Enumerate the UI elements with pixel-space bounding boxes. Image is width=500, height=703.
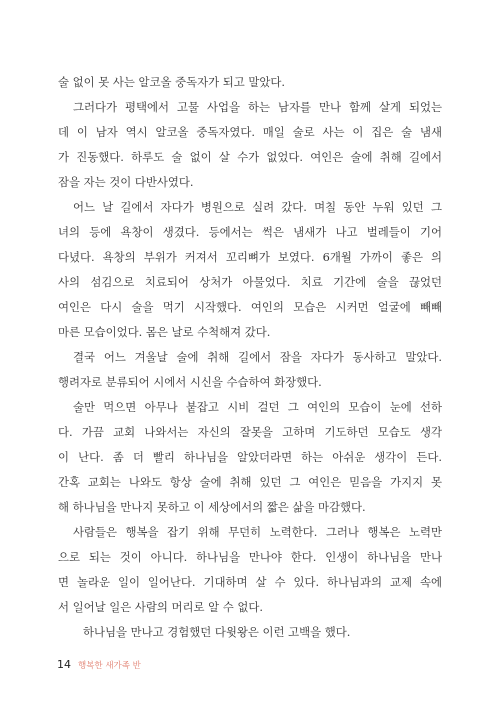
text-line: 잠을 자는 것이 다반사였다.	[58, 175, 194, 189]
text-line: 다녔다. 욕창의 부위가 커져서 꼬리뼈가 보였다. 6개월 가까이 좋은 의	[58, 250, 442, 264]
text-line: 면 놀라운 일이 일어난다. 기대하며 살 수 있다. 하나님과의 교제 속에	[58, 575, 442, 589]
text-line: 사의 섬김으로 치료되어 상처가 아물었다. 치료 기간에 술을 끊었던	[58, 275, 442, 289]
text-line: 행려자로 분류되어 시에서 시신을 수습하여 화장했다.	[58, 375, 322, 389]
text-line: 하나님을 만나고 경험했던 다윗왕은 이런 고백을 했다.	[83, 625, 351, 639]
text-line: 해 하나님을 만나지 못하고 이 세상에서의 짧은 삶을 마감했다.	[58, 500, 366, 514]
text-line: 술만 먹으면 아무나 붙잡고 시비 걸던 그 여인의 모습이 눈에 선하	[73, 400, 442, 414]
text-line: 으로 되는 것이 아니다. 하나님을 만나야 한다. 인생이 하나님을 만나	[58, 550, 442, 564]
text-line: 여인은 다시 술을 먹기 시작했다. 여인의 모습은 시커먼 얼굴에 빼빼	[58, 300, 442, 314]
text-line: 녀의 등에 욕창이 생겼다. 등에서는 썩은 냄새가 나고 벌레들이 기어	[58, 225, 442, 239]
text-line: 서 일어날 일은 사람의 머리로 알 수 없다.	[58, 600, 264, 614]
text-line: 이 난다. 좀 더 빨리 하나님을 알았더라면 하는 아쉬운 생각이 든다.	[58, 450, 442, 464]
text-line: 데 이 남자 역시 알코올 중독자였다. 매일 술로 사는 이 집은 술 냄새	[58, 125, 442, 139]
text-line: 가 진동했다. 하루도 술 없이 살 수가 없었다. 여인은 술에 취해 길에서	[58, 150, 442, 164]
text-line: 간혹 교회는 나와도 항상 술에 취해 있던 그 여인은 믿음을 가지지 못	[58, 475, 442, 489]
text-line: 마른 모습이었다. 몸은 날로 수척해져 갔다.	[58, 325, 271, 339]
page-footer	[57, 653, 141, 672]
text-line: 어느 날 길에서 자다가 병원으로 실려 갔다. 며칠 동안 누워 있던 그	[73, 200, 442, 214]
running-title: 행복한 새가족 반	[78, 661, 141, 671]
text-line: 그러다가 평택에서 고물 사업을 하는 남자를 만나 함께 살게 되었는	[73, 100, 442, 114]
text-line: 술 없이 못 사는 알코올 중독자가 되고 말았다.	[58, 75, 286, 89]
text-line: 결국 어느 겨울날 술에 취해 길에서 잠을 자다가 동사하고 말았다.	[73, 350, 442, 364]
page-number: 14	[57, 658, 71, 671]
text-line: 사람들은 행복을 잡기 위해 무던히 노력한다. 그러나 행복은 노력만	[73, 525, 442, 539]
text-line: 다. 가끔 교회 나와서는 자신의 잘못을 고하며 기도하던 모습도 생각	[58, 425, 442, 439]
